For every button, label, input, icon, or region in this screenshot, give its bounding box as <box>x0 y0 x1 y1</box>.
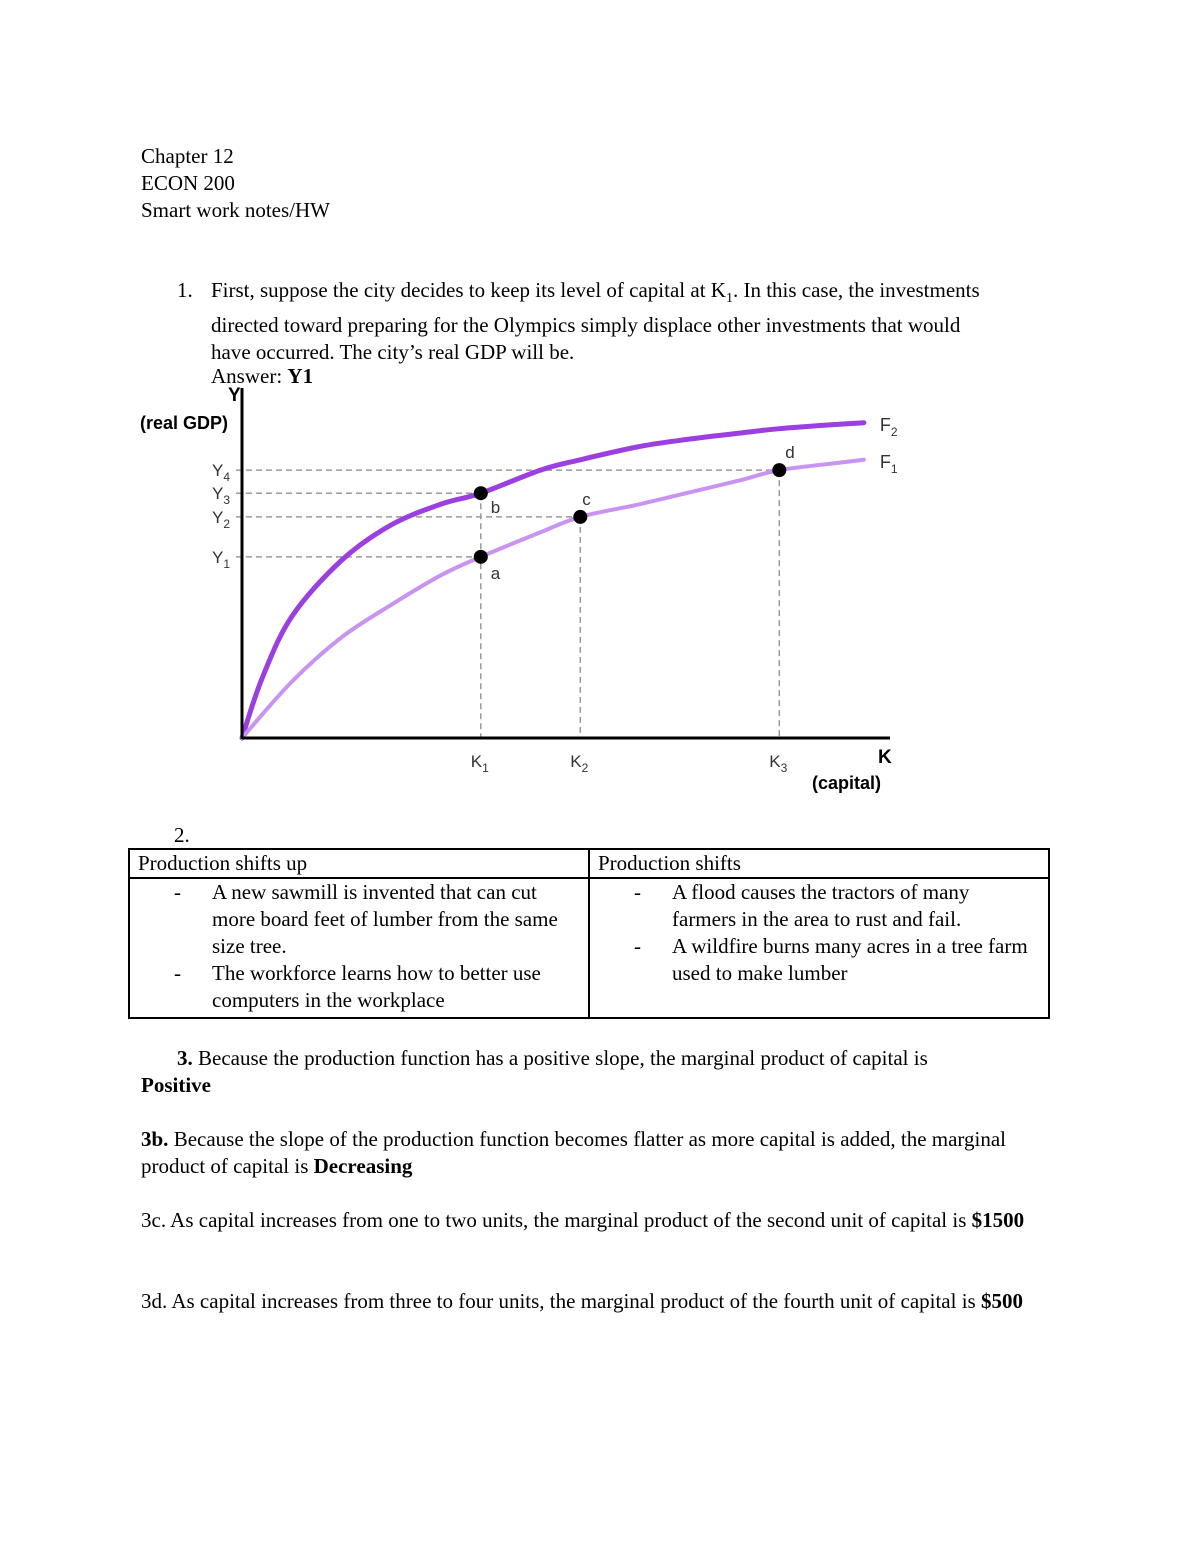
question-3b-number: 3b. <box>141 1127 169 1151</box>
question-1-subscript: 1 <box>725 291 733 307</box>
col1-cell <box>129 878 589 1018</box>
question-3d <box>141 1288 1061 1315</box>
col2-header: Production shifts <box>589 849 1049 878</box>
question-3c <box>141 1207 1061 1234</box>
dash-marker: - <box>634 880 641 904</box>
question-2-number: 2. <box>174 823 190 847</box>
question-3d-answer: $500 <box>980 1289 1023 1313</box>
table-row <box>129 878 1049 1018</box>
question-3b-answer: Decreasing <box>313 1154 413 1178</box>
list-item-text: A wildfire burns many acres in a tree farm used to make lumber <box>672 934 1028 985</box>
curve-label-F1: $F_1$ <box>879 451 898 476</box>
list-item-text: A new sawmill is invented that can cut more board feet of lumber from the same size tree. <box>212 880 558 958</box>
col2-cell <box>589 878 1049 1018</box>
list-item <box>138 879 580 960</box>
list-item-text: A flood causes the tractors of many farmers in the area to rust and fail. <box>672 880 970 931</box>
document-header <box>141 143 330 224</box>
col1-header: Production shifts up <box>129 849 589 878</box>
notes-line: Smart work notes/HW <box>141 198 330 222</box>
x-tick-label-1: $K_2$ <box>570 752 589 775</box>
list-item-text: The workforce learns how to better use computers in the workplace <box>212 961 541 1012</box>
list-item <box>598 933 1040 987</box>
point-label-b: b <box>490 498 501 518</box>
curves <box>242 423 864 738</box>
question-1 <box>177 277 997 389</box>
question-3-number: 3. <box>177 1046 193 1070</box>
y-tick-label-2: $Y_2$ <box>212 507 231 531</box>
curve-label-F2: $F_2$ <box>879 414 898 439</box>
question-3c-answer: $1500 <box>971 1208 1025 1232</box>
chapter-line: Chapter 12 <box>141 144 234 168</box>
question-3-answer: Positive <box>141 1073 211 1097</box>
question-3 <box>141 1045 1057 1099</box>
point-a <box>474 550 488 564</box>
question-3-text: Because the production function has a positive slope, the marginal product of capital is <box>192 1046 928 1070</box>
production-shifts-table <box>128 848 1050 1019</box>
table-header-row <box>129 849 1049 878</box>
x-tick-label-0: $K_1$ <box>470 752 489 775</box>
production-function-chart <box>120 380 920 800</box>
y-axis-title: Y <box>228 385 241 406</box>
dash-marker: - <box>634 934 641 958</box>
col1-list <box>138 879 580 1014</box>
answer-value: Y1 <box>287 364 314 389</box>
list-item <box>598 879 1040 933</box>
list-item <box>138 960 580 1014</box>
col2-list <box>598 879 1040 987</box>
dash-marker: - <box>174 880 181 904</box>
dash-marker: - <box>174 961 181 985</box>
question-3d-text: 3d. As capital increases from three to four units, the marginal product of the fourth unit of capital is <box>141 1289 981 1313</box>
point-label-c: c <box>582 489 591 509</box>
point-label-a: a <box>490 563 501 583</box>
question-1-body <box>211 277 997 389</box>
points <box>474 443 795 583</box>
guide-lines <box>236 470 779 738</box>
question-1-text-b: . In this case, the investments directed toward preparing for the Olympics simply displace other investments that would have occurred. The city’s real GDP will be. <box>211 278 980 365</box>
answer-label: Answer: <box>211 364 288 389</box>
x-axis-title: K <box>878 747 892 768</box>
curve-F1 <box>242 460 864 738</box>
y-tick-label-0: $Y_4$ <box>212 461 231 485</box>
y-axis-subtitle: (real GDP) <box>140 413 229 433</box>
question-3b <box>141 1126 1061 1180</box>
y-tick-label-1: $Y_3$ <box>212 484 231 508</box>
y-tick-label-3: $Y_1$ <box>212 547 231 571</box>
x-axis-subtitle: (capital) <box>812 773 882 793</box>
point-c <box>573 510 587 524</box>
point-d <box>772 463 786 477</box>
point-b <box>474 486 488 500</box>
course-line: ECON 200 <box>141 171 235 195</box>
x-tick-label-2: $K_3$ <box>769 752 788 775</box>
question-3b-text: Because the slope of the production function becomes flatter as more capital is added, the marginal product of capital is <box>141 1127 1007 1178</box>
question-1-number: 1. <box>177 278 193 302</box>
question-3c-text: 3c. As capital increases from one to two units, the marginal product of the second unit of capital is <box>141 1208 972 1232</box>
question-1-text-a: First, suppose the city decides to keep its level of capital at K <box>211 278 726 302</box>
point-label-d: d <box>785 443 795 463</box>
